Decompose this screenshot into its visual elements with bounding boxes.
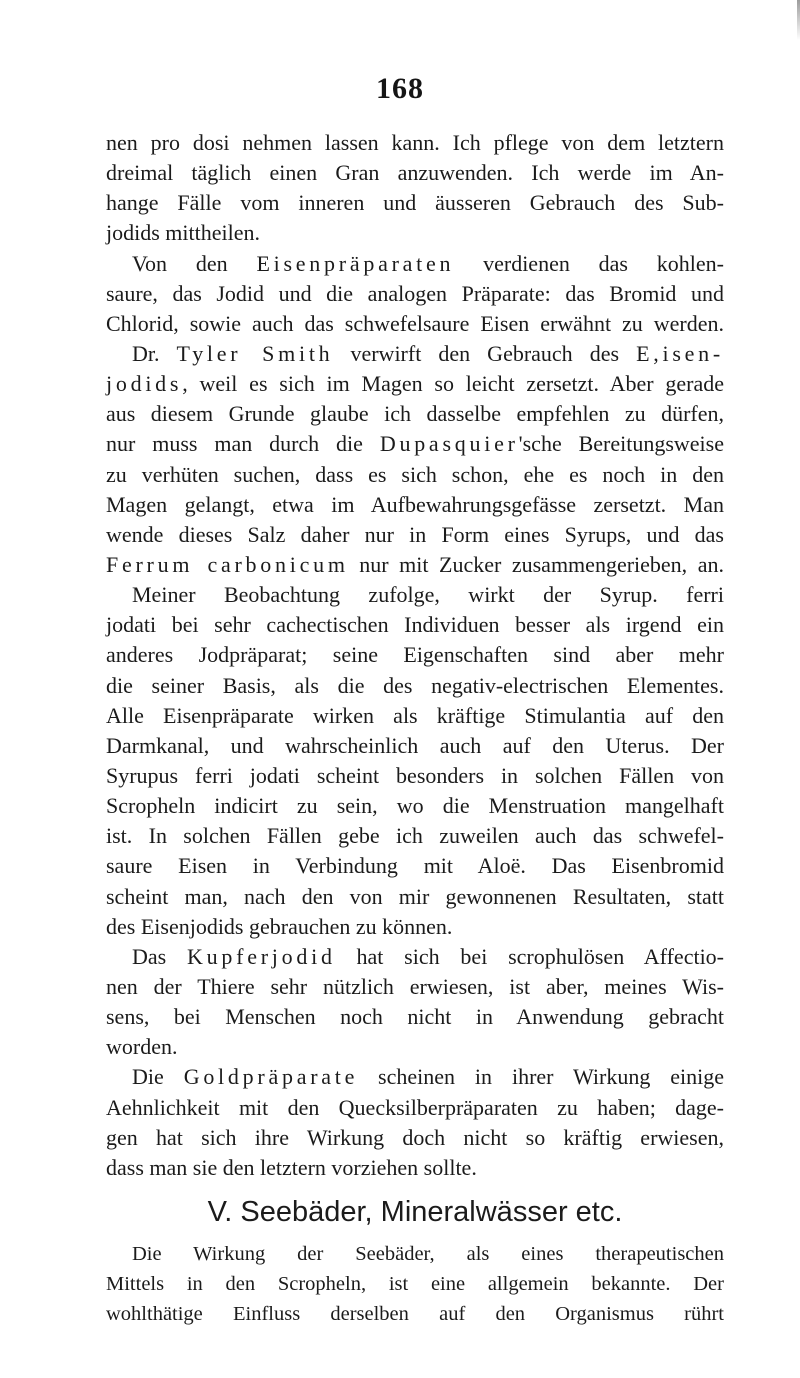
text-line: dreimal täglich einen Gran anzuwenden. Ich werde im An-: [106, 160, 724, 186]
text-line: ist. In solchen Fällen gebe ich zuweilen auch das schwefel-: [106, 823, 724, 849]
emphasis: E,isen-: [636, 340, 724, 366]
emphasis: Dupasquier: [379, 431, 519, 457]
text-line: worden.: [106, 1034, 178, 1060]
text-line: Die Goldpräparate scheinen in ihrer Wirkung einige: [132, 1064, 724, 1090]
text-line: Aehnlichkeit mit den Quecksilberpräparaten zu haben; dage-: [106, 1094, 724, 1120]
text-line: sens, bei Menschen noch nicht in Anwendung gebracht: [106, 1004, 724, 1030]
page-number: 168: [376, 72, 424, 105]
body-text: [106, 128, 724, 1329]
text-line: wende dieses Salz daher nur in Form eines Syrups, und das: [106, 521, 724, 547]
text-line: anderes Jodpräparat; seine Eigenschaften sind aber mehr: [106, 642, 724, 668]
text-line: hange Fälle vom inneren und äusseren Gebrauch des Sub-: [106, 190, 724, 216]
emphasis: Eisenpräparaten: [256, 250, 455, 276]
text-line: nen der Thiere sehr nützlich erwiesen, ist aber, meines Wis-: [106, 973, 724, 999]
text-line: saure Eisen in Verbindung mit Aloë. Das Eisenbromid: [106, 853, 724, 879]
text-line: aus diesem Grunde glaube ich dasselbe empfehlen zu dürfen,: [106, 401, 724, 427]
text-line: jodids, weil es sich im Magen so leicht zersetzt. Aber gerade: [106, 371, 724, 397]
text-line: wohlthätige Einfluss derselben auf den Organismus rührt: [106, 1303, 724, 1326]
text-line: saure, das Jodid und die analogen Präparate: das Bromid und: [106, 280, 724, 306]
text-line: Dr. Tyler Smith verwirft den Gebrauch des E,isen-: [132, 340, 724, 366]
text-line: Magen gelangt, etwa im Aufbewahrungsgefässe zersetzt. Man: [106, 491, 724, 517]
text-line: jodids mittheilen.: [106, 220, 260, 246]
text-line: nur muss man durch die Dupasquier'sche Bereitungsweise: [106, 431, 724, 457]
text-line: nen pro dosi nehmen lassen kann. Ich pflege von dem letztern: [106, 130, 724, 155]
text-line: Syrupus ferri jodati scheint besonders in solchen Fällen von: [106, 762, 724, 788]
text-line: gen hat sich ihre Wirkung doch nicht so kräftig erwiesen,: [106, 1124, 724, 1150]
emphasis: Goldpräparate: [183, 1064, 359, 1090]
text-line: zu verhüten suchen, dass es sich schon, ehe es noch in den: [106, 461, 724, 487]
text-line: die seiner Basis, als die des negativ-electrischen Elementes.: [106, 672, 724, 698]
text-line: des Eisenjodids gebrauchen zu können.: [106, 913, 453, 939]
emphasis: Kupferjodid: [187, 943, 336, 969]
section-heading: V. Seebäder, Mineralwässer etc.: [207, 1195, 623, 1228]
text-line: dass man sie den letztern vorziehen sollte.: [106, 1154, 477, 1180]
text-line: Die Wirkung der Seebäder, als eines therapeutischen: [132, 1242, 724, 1265]
text-line: Mittels in den Scropheln, ist eine allgemein bekannte. Der: [106, 1273, 724, 1296]
text-line: Von den Eisenpräparaten verdienen das kohlen-: [132, 250, 724, 276]
text-line: Ferrum carbonicum nur mit Zucker zusammengerieben, an.: [106, 551, 724, 577]
text-line: Das Kupferjodid hat sich bei scrophulösen Affectio-: [132, 943, 725, 969]
text-line: Meiner Beobachtung zufolge, wirkt der Syrup. ferri: [132, 582, 724, 608]
text-line: Darmkanal, und wahrscheinlich auch auf den Uterus. Der: [106, 732, 724, 758]
text-line: scheint man, nach den von mir gewonnenen Resultaten, statt: [106, 883, 724, 909]
text-line: Scropheln indicirt zu sein, wo die Menstruation mangelhaft: [106, 793, 724, 819]
text-line: Alle Eisenpräparate wirken als kräftige Stimulantia auf den: [106, 702, 724, 728]
emphasis: Tyler Smith: [176, 340, 334, 366]
emphasis: Ferrum carbonicum: [106, 551, 349, 577]
text-line: Chlorid, sowie auch das schwefelsaure Eisen erwähnt zu werden.: [106, 310, 724, 336]
text-line: jodati bei sehr cachectischen Individuen besser als irgend ein: [106, 612, 724, 638]
emphasis: jodids: [106, 371, 183, 397]
